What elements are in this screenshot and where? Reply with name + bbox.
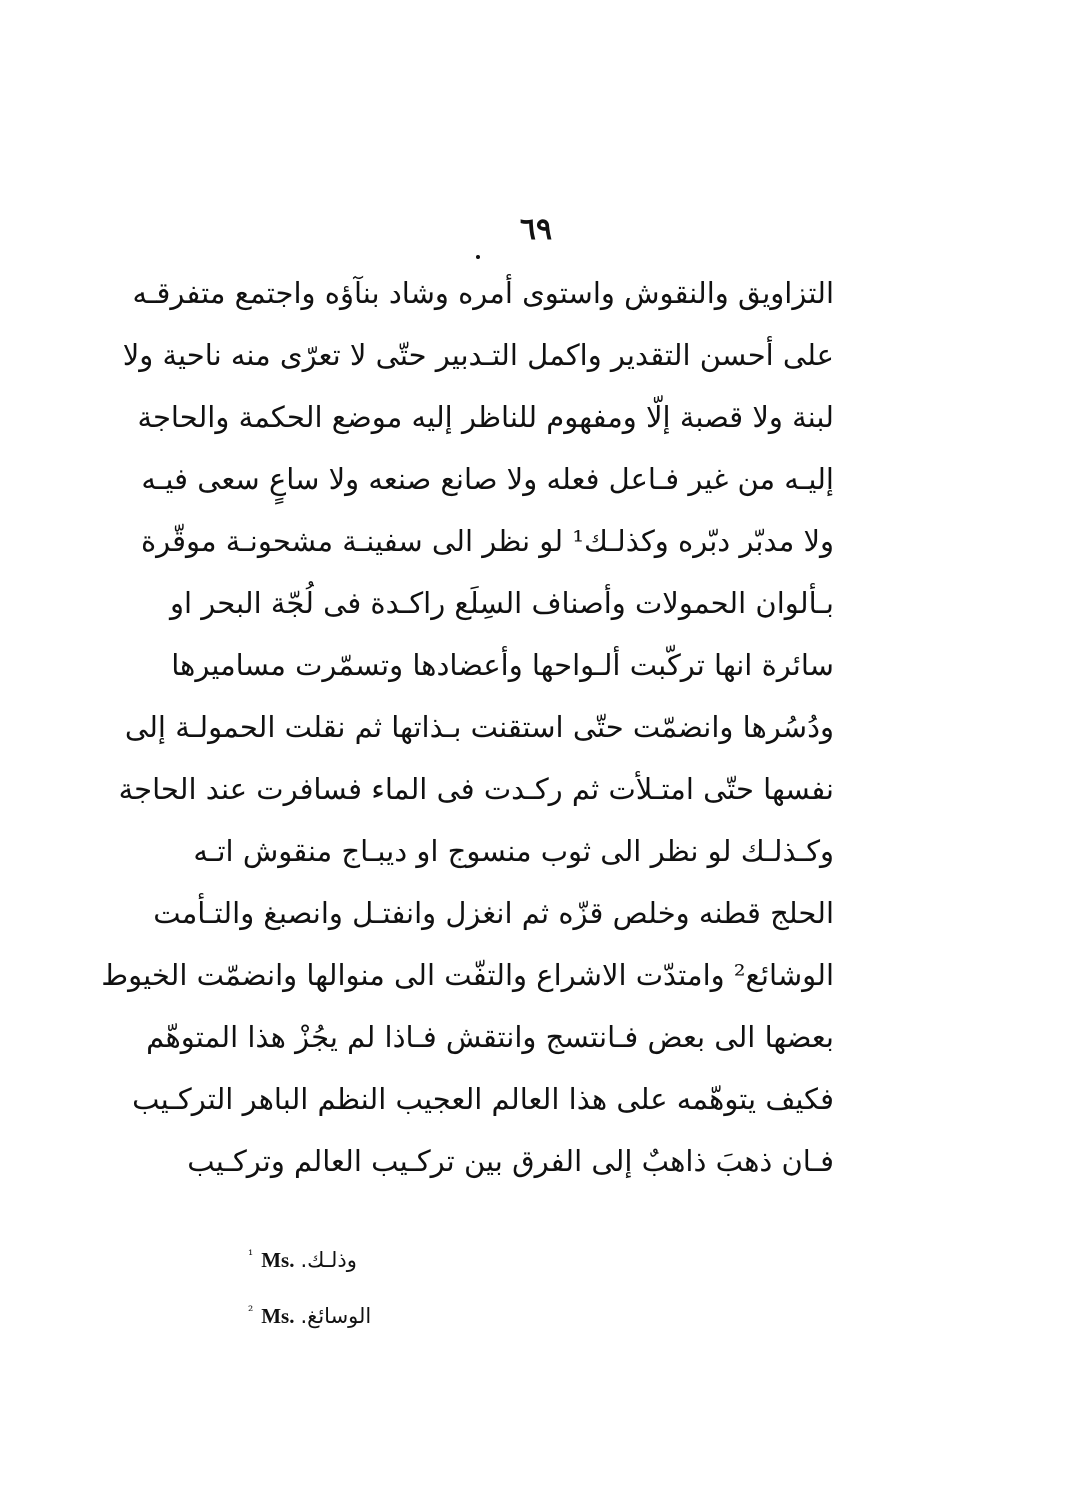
text-line: إليـه من غير فـاعل فعله ولا صانع صنعه ولا ساعٍ سعى فيـه	[141, 462, 834, 496]
footnote-mark: ¹	[248, 1248, 254, 1263]
text-line: الحلج قطنه وخلص قزّه ثم انغزل وانفتـل وانصبغ والتـأمت	[153, 896, 834, 930]
text-line: سائرة انها تركّبت ألـواحها وأعضادها وتسمّرت مساميرها	[171, 648, 834, 682]
text-line: ولا مدبّر دبّره وكذلـك¹ لو نظر الى سفينـة مشحونـة موقّرة	[140, 524, 834, 558]
footnote-mark: ²	[248, 1304, 254, 1319]
footnote-ms-label: Ms.	[261, 1304, 295, 1328]
footnote-ms-label: Ms.	[261, 1248, 295, 1272]
text-line: فـان ذهبَ ذاهبٌ إلى الفرق بين تركـيب العالم وتركـيب	[187, 1144, 834, 1178]
text-line: بـألوان الحمولات وأصناف السِلَع راكـدة فى لُجّة البحر او	[170, 586, 834, 620]
text-line: وكـذلـك لو نظر الى ثوب منسوج او ديبـاج منقوش اتـه	[193, 834, 834, 868]
text-line: التزاويق والنقوش واستوى أمره وشاد بنآؤه واجتمع متفرقـه	[132, 276, 834, 310]
body-text	[101, 262, 834, 1192]
text-line: نفسها حتّى امتـلأت ثم ركـدت فى الماء فسافرت عند الحاجة	[118, 772, 834, 806]
footnotes	[248, 1228, 448, 1340]
footnote-2	[248, 1284, 448, 1340]
footnote-variant: وذلـك.	[300, 1248, 357, 1272]
text-line: لبنة ولا قصبة إلّا ومفهوم للناظر إليه موضع الحكمة والحاجة	[137, 400, 834, 434]
footnote-1	[248, 1228, 448, 1284]
text-line: الوشائع² وامتدّت الاشراع والتفّت الى منوالها وانضمّت الخيوط	[101, 958, 834, 992]
page-number: ٦٩	[519, 212, 553, 247]
footnote-variant: الوسائغ.	[300, 1304, 372, 1328]
text-line: على أحسن التقدير واكمل التـدبير حتّى لا تعرّى منه ناحية ولا	[122, 338, 834, 372]
text-line: بعضها الى بعض فـانتسج وانتقش فـاذا لم يجُزْ هذا المتوهّم	[146, 1020, 834, 1054]
print-speck	[476, 255, 480, 259]
text-line: ودُسُرها وانضمّت حتّى استقنت بـذاتها ثم نقلت الحمولـة إلى	[124, 710, 834, 744]
text-line: فكيف يتوهّمه على هذا العالم العجيب النظم الباهر التركـيب	[132, 1082, 834, 1116]
